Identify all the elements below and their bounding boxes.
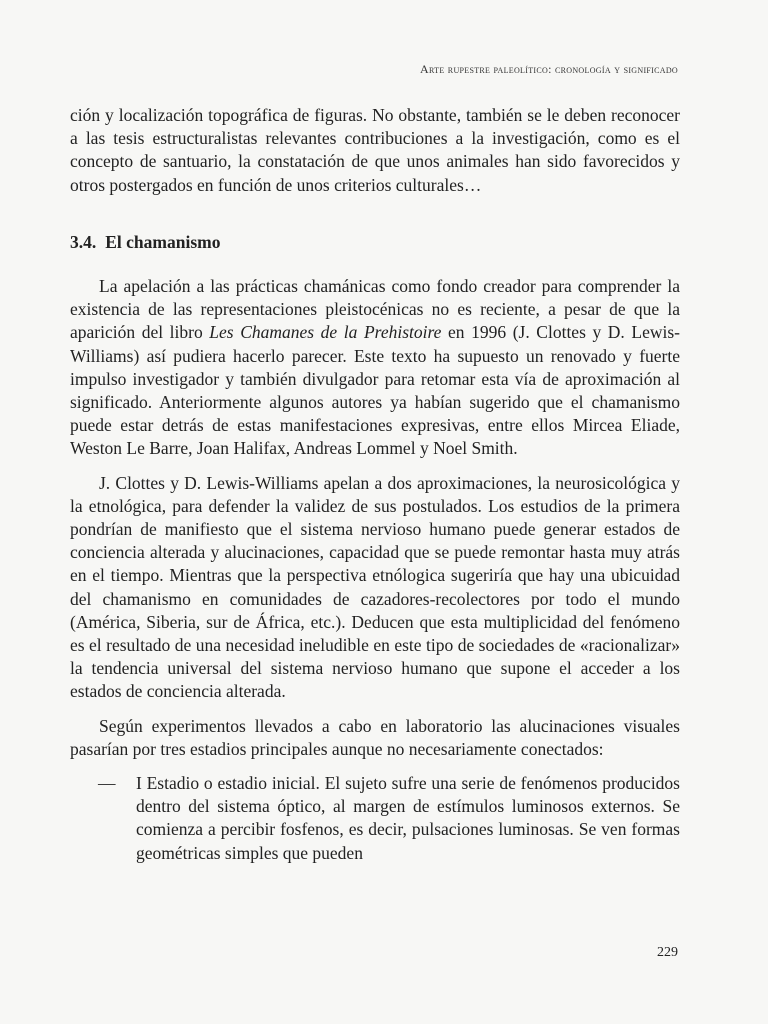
paragraph-continuation: ción y localización topográfica de figuras. No obstante, también se le deben reconocer a las tesis estructuralistas relevantes contribuciones a la investigación, como es el concepto de santuario, la constatación de que unos animales han sido favorecidos y otros postergados en función de unos criterios culturales… (70, 105, 680, 195)
list-dash: — (98, 773, 116, 794)
page-body (70, 104, 680, 865)
paragraph-experiments: Según experimentos llevados a cabo en laboratorio las alucinaciones visuales pasarían por tres estadios principales aunque no necesariamente conectados: (70, 715, 680, 759)
paragraph-shamanism-intro (70, 275, 680, 461)
paragraph-text: La apelación a las prácticas chamánicas como fondo creador para comprender la existencia de las representaciones pleistocénicas no es reciente, a pesar de que la aparición del libro (70, 276, 680, 343)
section-number: 3.4. (70, 231, 97, 252)
book-title: Les Chamanes de la Prehistoire (209, 322, 442, 343)
running-head: Arte rupestre paleolítico: cronología y significado (420, 62, 678, 76)
list-item-text: I Estadio o estadio inicial. El sujeto sufre una serie de fenómenos producidos dentro del sistema óptico, al margen de estímulos luminosos externos. Se comienza a percibir fosfenos, es decir, pulsaciones luminosas. Se ven formas geométricas simples que pueden (136, 773, 680, 863)
paragraph-text: en 1996 (J. Clottes y D. Lewis-Williams) así pudiera hacerlo parecer. Este texto ha supuesto un renovado y fuerte impulso investigador y también divulgador para retomar esta vía de aproximación al significado. Anteriormente algunos autores ya habían sugerido que el chamanismo puede estar detrás de estas manifestaciones expresivas, entre ellos Mircea Eliade, Weston Le Barre, Joan Halifax, Andreas Lommel y Noel Smith. (70, 322, 680, 459)
section-heading (70, 231, 680, 254)
page-number: 229 (657, 945, 678, 960)
paragraph-approaches: J. Clottes y D. Lewis-Williams apelan a dos aproximaciones, la neurosicológica y la etnológica, para defender la validez de sus postulados. Los estudios de la primera pondrían de manifiesto que el sistema nervioso humano puede generar estados de conciencia alterada y alucinaciones, capacidad que se puede remontar hasta muy atrás en el tiempo. Mientras que la perspectiva etnólogica sugeriría que hay una ubicuidad del chamanismo en comunidades de cazadores-recolectores por todo el mundo (América, Siberia, sur de África, etc.). Deducen que esta multiplicidad del fenómeno es el resultado de una necesidad ineludible en este tipo de sociedades de «racionalizar» la tendencia universal del sistema nervioso humano que supone el acceder a los estados de conciencia alterada. (70, 472, 680, 702)
section-title: El chamanismo (105, 231, 221, 252)
list-item (70, 772, 680, 865)
